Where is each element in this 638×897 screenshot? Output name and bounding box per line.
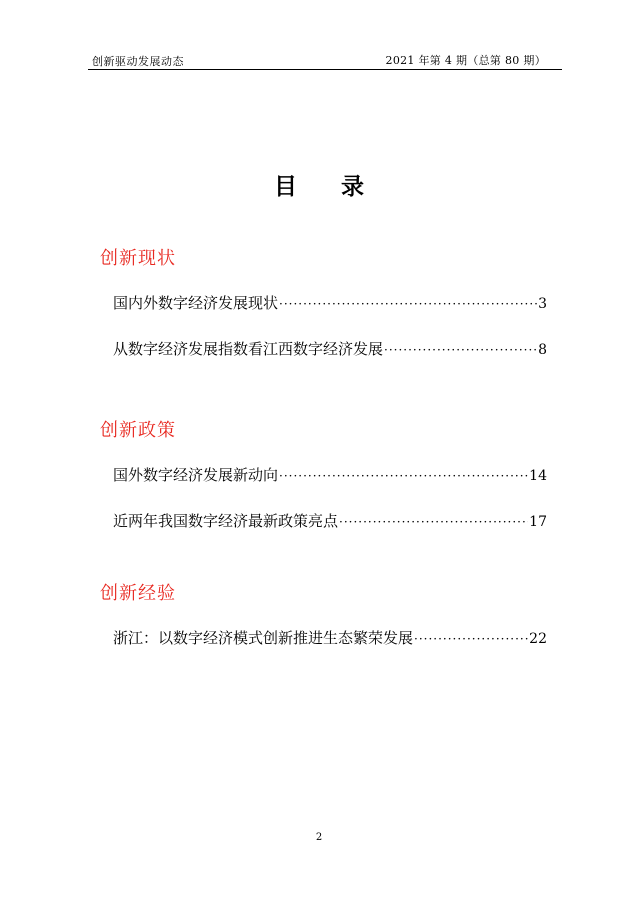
toc-entry-page: 14 (529, 468, 547, 484)
toc-entry-title: 国内外数字经济发展现状 (113, 294, 279, 312)
toc-entry-title: 浙江：以数字经济模式创新推进生态繁荣发展 (113, 629, 414, 647)
toc-entry-page: 17 (529, 514, 547, 530)
toc-entry[interactable] (113, 510, 547, 531)
dot-leader (339, 515, 528, 529)
toc-entry-title: 近两年我国数字经济最新政策亮点 (113, 512, 339, 530)
header-divider (88, 69, 562, 70)
dot-leader (279, 297, 537, 311)
dot-leader (384, 343, 537, 357)
issue-info: 2021 年第 4 期（总第 80 期） (385, 54, 546, 67)
toc-entry[interactable] (113, 338, 547, 359)
section-heading-current-status: 创新现状 (100, 248, 176, 269)
section-heading-experience: 创新经验 (100, 583, 176, 604)
toc-entry-page: 22 (529, 631, 547, 647)
toc-entry[interactable] (113, 464, 547, 485)
toc-entry-page: 3 (538, 296, 547, 312)
journal-name: 创新驱动发展动态 (92, 55, 184, 68)
page-number: 2 (315, 832, 323, 843)
toc-entry[interactable] (113, 627, 547, 648)
section-heading-policy: 创新政策 (100, 420, 176, 441)
page-title: 目 录 (273, 174, 382, 200)
toc-entry-page: 8 (538, 342, 547, 358)
dot-leader (414, 632, 528, 646)
dot-leader (279, 469, 528, 483)
toc-entry[interactable] (113, 292, 547, 313)
toc-entry-title: 国外数字经济发展新动向 (113, 466, 279, 484)
toc-entry-title: 从数字经济发展指数看江西数字经济发展 (113, 340, 384, 358)
